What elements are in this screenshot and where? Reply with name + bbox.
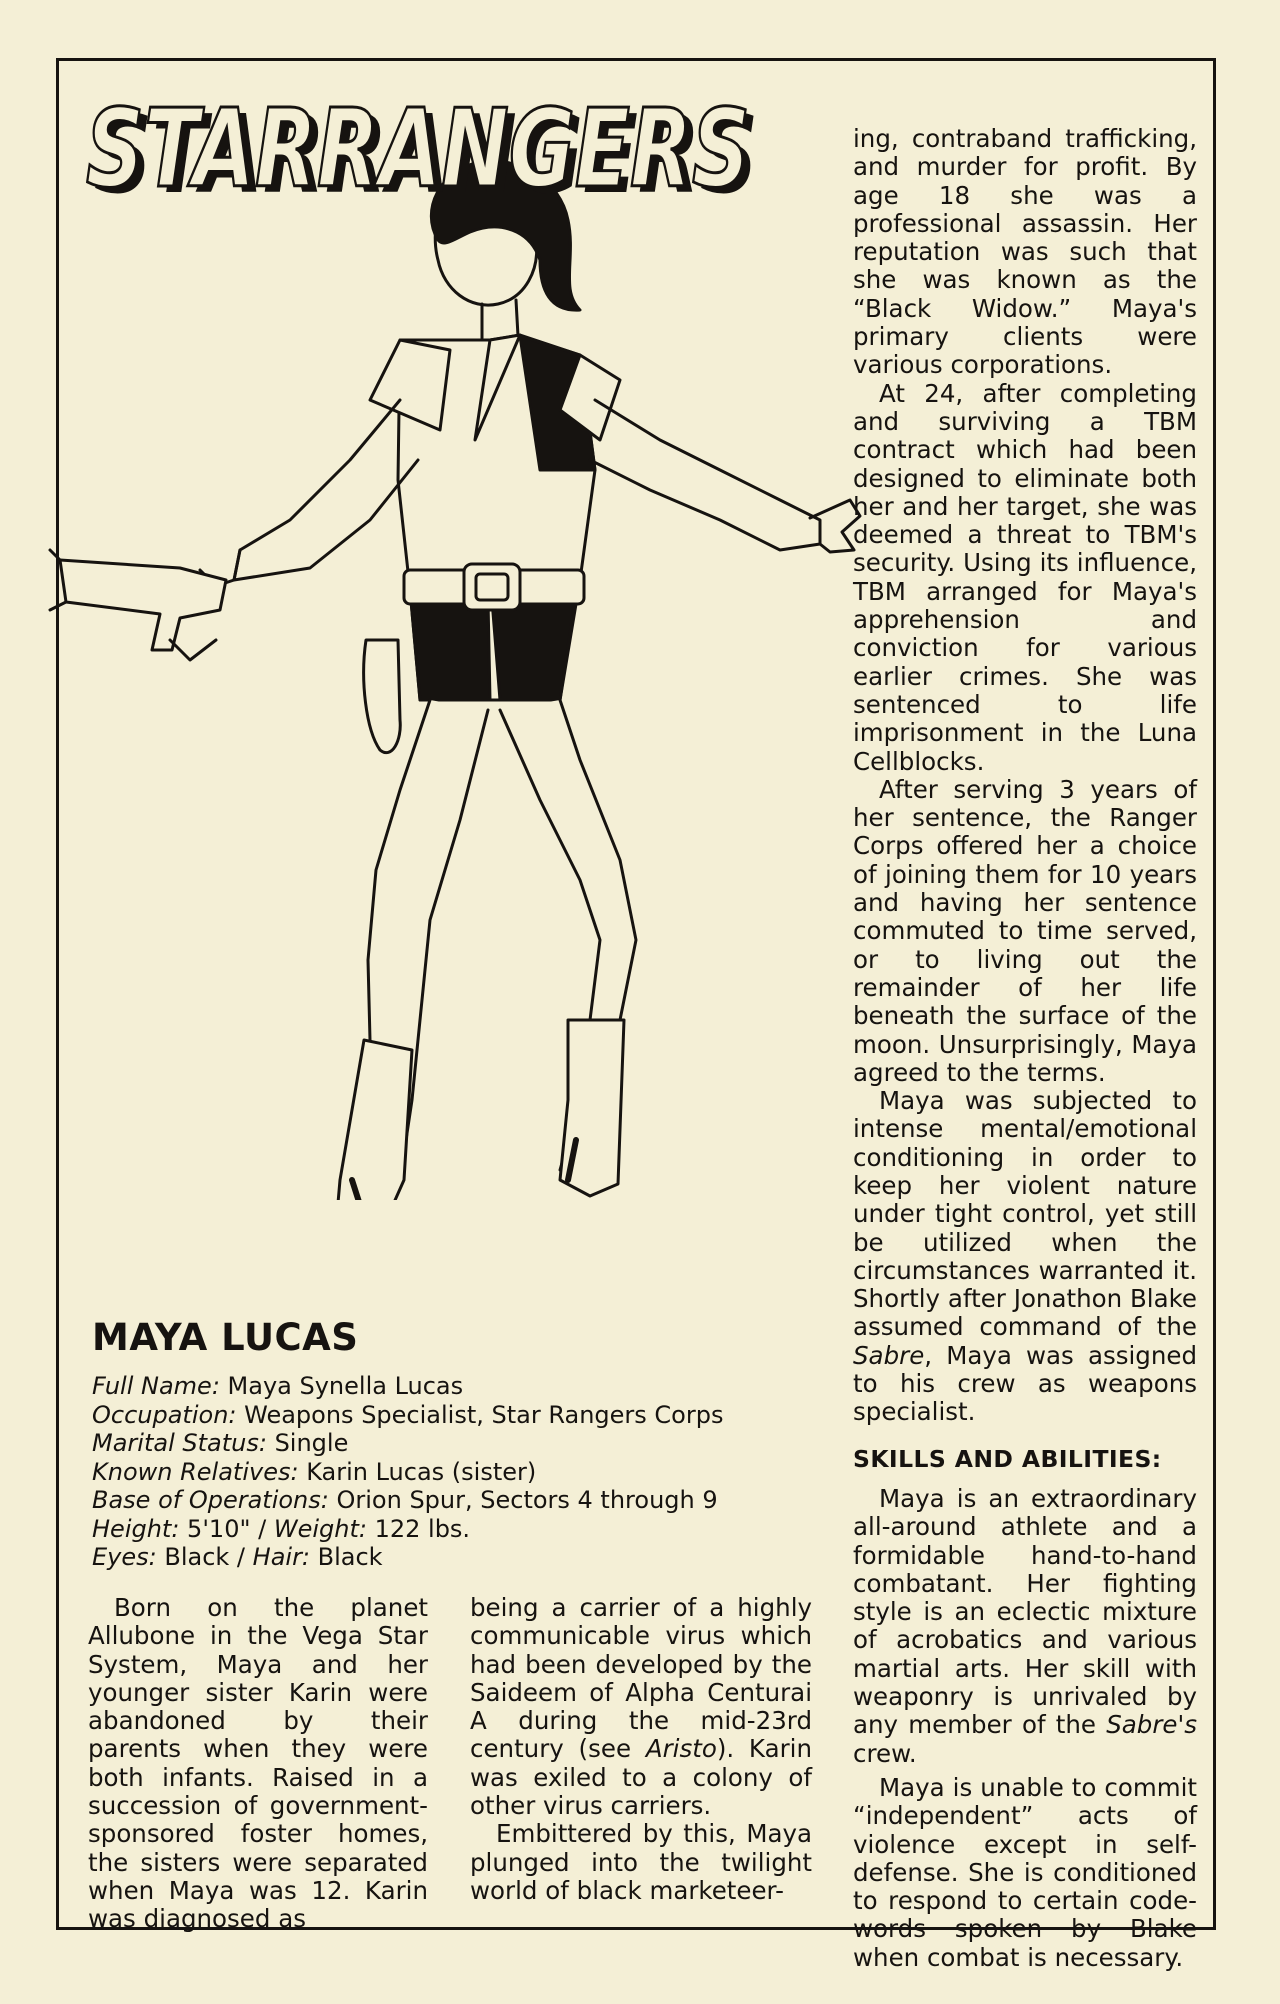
- stat-base-of-operations: Base of Operations: Orion Spur, Sectors 4 through 9: [92, 1486, 718, 1514]
- stat-marital-status: Marital Status: Single: [92, 1429, 349, 1457]
- bio-paragraph-3: Embittered by this, Maya plunged into the twilight world of black marketeer-: [470, 1819, 812, 1905]
- bottom-column-2: [470, 1594, 812, 1905]
- stat-known-relatives: Known Relatives: Karin Lucas (sister): [92, 1457, 537, 1486]
- bottom-column-1: [88, 1594, 428, 1934]
- ship-name-possessive: Sabre's: [1106, 1710, 1197, 1740]
- svg-text:STARRANGERS: STARRANGERS: [94, 100, 758, 210]
- bio-paragraph-2-text: being a carrier of a highly communicable virus which had been developed by the Saideem of Alpha Centurai A during the mid-23rd century (see: [470, 1593, 812, 1764]
- stat-occupation: Occupation: Weapons Specialist, Star Rangers Corps: [92, 1400, 724, 1429]
- stat-eyes-hair: Eyes: Black / Hair: Black: [92, 1543, 383, 1571]
- right-paragraph-4-end: , Maya was assigned to his crew as weapons specialist.: [853, 1340, 1197, 1427]
- bio-paragraph-1: Born on the planet Allubone in the Vega Star System, Maya and her younger sister Karin were abandoned by their parents when they were both infants. Raised in a succession of government-sponsored foster homes, the sisters were separated when Maya was 12. Karin was diagnosed as: [88, 1593, 428, 1934]
- skills-heading: SKILLS AND ABILITIES:: [853, 1444, 1162, 1473]
- cross-reference: Aristo: [645, 1734, 717, 1764]
- star-rangers-logo: [86, 100, 766, 210]
- character-illustration: [20, 140, 880, 1200]
- right-paragraph-4-text: Maya was subjected to intense mental/emotional conditioning in order to keep her violent nature under tight control, yet still be utilized when the circumstances warranted it. Shortly after Jonathon Blake assumed command of the: [853, 1086, 1197, 1342]
- svg-text:STARRANGERS: STARRANGERS: [86, 100, 750, 210]
- right-paragraph-4: [853, 1087, 1197, 1427]
- ship-name: Sabre: [853, 1340, 925, 1370]
- skills-paragraph-1: [853, 1485, 1197, 1768]
- right-paragraph-2: At 24, after completing and surviving a TBM contract which had been designed to eliminate both her and her target, she was deemed a threat to TBM's security. Using its influence, TBM arranged for Maya's apprehension and conviction for various earlier crimes. She was sentenced to life imprisonment in the Luna Cellblocks.: [853, 378, 1197, 776]
- bio-paragraph-2: [470, 1594, 812, 1820]
- skills-paragraph-1-end: crew.: [853, 1738, 917, 1768]
- character-name: MAYA LUCAS: [92, 1316, 359, 1359]
- stats-block: [92, 1372, 723, 1572]
- right-paragraph-3: After serving 3 years of her sentence, the Ranger Corps offered her a choice of joining them for 10 years and having her sentence commuted to time served, or to living out the remainder of her life beneath the surface of the moon. Unsurprisingly, Maya agreed to the terms.: [853, 774, 1197, 1087]
- right-column: [853, 125, 1197, 1972]
- skills-paragraph-2: Maya is unable to commit “independent” acts of violence except in self-defense. She is conditioned to respond to certain code-words spoken by Blake when combat is necessary.: [853, 1772, 1197, 1972]
- skills-paragraph-1-text: Maya is an extraordinary all-around athlete and a formidable hand-to-hand combatant. Her fighting style is an eclectic mixture of acrobatics and various martial arts. Her skill with weaponry is unrivaled by any member of the: [853, 1483, 1197, 1740]
- stat-height-weight: Height: 5'10" / Weight: 122 lbs.: [92, 1514, 471, 1543]
- bio-paragraph-2-end: ). Karin was exiled to a colony of other virus carriers.: [470, 1734, 812, 1821]
- right-paragraph-1: ing, contraband trafficking, and murder for profit. By age 18 she was a professional assassin. Her reputation was such that she was known as the “Black Widow.” Maya's primary clients were various corporations.: [853, 124, 1197, 380]
- stat-full-name: Full Name: Maya Synella Lucas: [92, 1372, 464, 1400]
